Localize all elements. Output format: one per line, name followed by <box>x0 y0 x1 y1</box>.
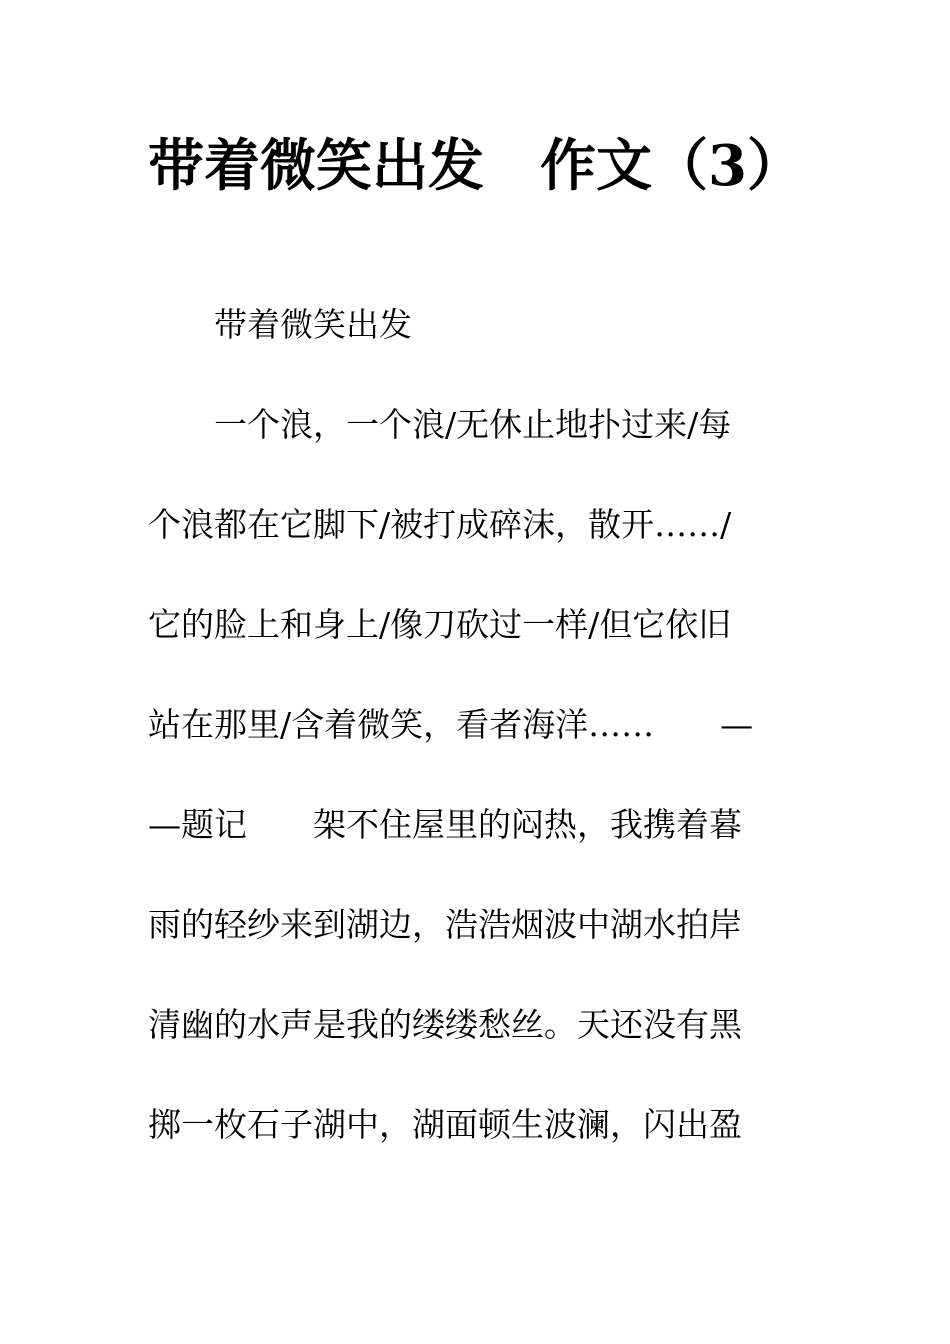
document-body <box>148 300 818 1200</box>
body-line: —题记 架不住屋里的闷热，我携着暮 <box>148 805 742 844</box>
document-title: 带着微笑出发 作文（3） <box>148 133 803 199</box>
body-line: 一个浪，一个浪/无休止地扑过来/每 <box>148 405 732 444</box>
body-line: 个浪都在它脚下/被打成碎沫，散开……/ <box>148 505 732 544</box>
body-line: 带着微笑出发 <box>148 305 412 344</box>
body-line: 雨的轻纱来到湖边，浩浩烟波中湖水拍岸 <box>148 905 742 944</box>
body-line: 它的脸上和身上/像刀砍过一样/但它依旧 <box>148 605 732 644</box>
body-line: 清幽的水声是我的缕缕愁丝。天还没有黑 <box>148 1005 742 1044</box>
body-line: 掷一枚石子湖中，湖面顿生波澜，闪出盈 <box>148 1105 742 1144</box>
body-line: 站在那里/含着微笑，看者海洋…… — <box>148 705 754 744</box>
